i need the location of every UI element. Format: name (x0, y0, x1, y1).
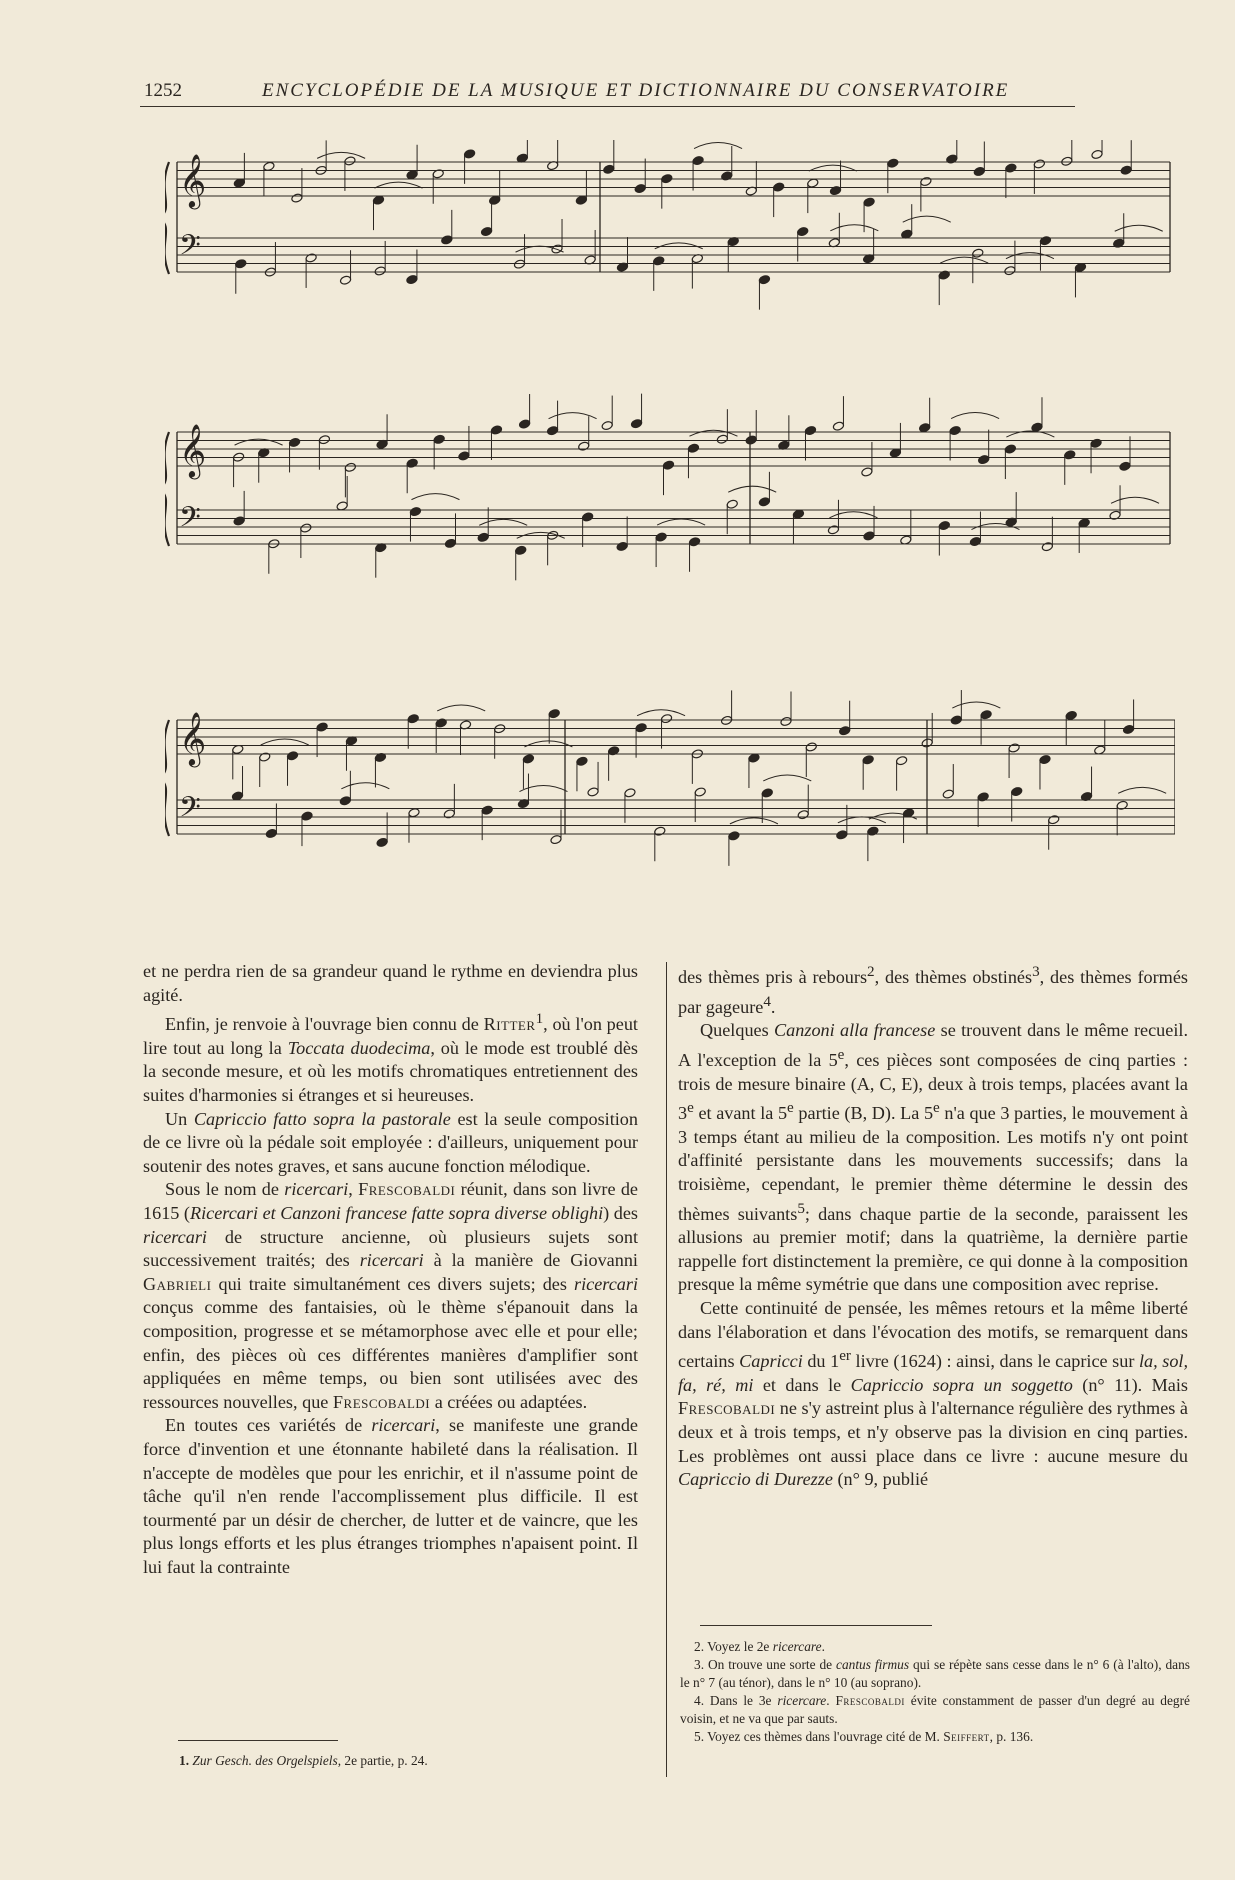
paragraph: et ne perdra rien de sa grandeur quand le rythme en deviendra plus agité. (143, 961, 638, 1005)
note (1119, 461, 1131, 471)
note (1033, 159, 1045, 169)
music-score (165, 140, 1175, 910)
note (433, 434, 445, 444)
score-systems (165, 140, 1175, 866)
note (372, 195, 384, 205)
note (1011, 786, 1023, 796)
note (978, 454, 990, 464)
right-column (678, 960, 1188, 1492)
note (972, 248, 984, 258)
page-number: 1252 (144, 80, 182, 101)
note (687, 443, 699, 453)
note (1048, 815, 1060, 825)
note (949, 425, 961, 435)
note (973, 166, 985, 176)
note (836, 830, 848, 840)
note (805, 742, 817, 752)
note (938, 520, 950, 530)
note (942, 789, 954, 799)
paragraph: Enfin, je renvoie à l'ouvrage bien connu de Ritter$^1$, où l'on peut lire tout au long la Toccata duodecima, où le mode est troublé dès la seconde mesure, et où les motifs chromatiques entretiennent des suites d'harmonies si étranges et si heureuses. (143, 1010, 638, 1106)
note (829, 185, 841, 195)
svg-text:𝄢: 𝄢 (179, 501, 201, 541)
note (780, 716, 792, 726)
note (344, 156, 356, 166)
score-system (165, 394, 1170, 581)
note (1039, 236, 1051, 246)
note (575, 195, 587, 205)
note (1008, 743, 1020, 753)
note (655, 532, 667, 542)
note (887, 158, 899, 168)
note (288, 437, 300, 447)
note (513, 259, 525, 269)
note (616, 541, 628, 551)
note (489, 195, 501, 205)
note (406, 170, 418, 180)
note (726, 499, 738, 509)
paragraph: En toutes ces variétés de ricercari, se manifeste une grande force d'invention et une étonnante habileté dans la réalisation. Il n'accepte de modèles que pour les enrichir, et il n'assume point de tâche qu'il n'en rende l'accomplissement plus difficile. Il est tourmenté par un désir de chercher, de lutter et de vaincre, que les plus longs efforts et les plus étranges triomphes n'apaisent point. Il lui faut la contrainte (143, 1415, 639, 1577)
note (1004, 444, 1016, 454)
left-column (143, 960, 638, 1580)
note (969, 536, 981, 546)
note (265, 828, 277, 838)
note (634, 183, 646, 193)
note (477, 532, 489, 542)
svg-text:𝄞: 𝄞 (179, 423, 207, 477)
note (1122, 724, 1134, 734)
paragraph: Cette continuité de pensée, les mêmes retours et la même liberté dans l'élaboration et dans l'évocation des motifs, se remarquent dans certains Capricci du 1er livre (1624) : ainsi, dans le caprice sur la, sol, fa, ré, mi et dans le Capriccio sopra un soggetto (n° 11). Mais Frescobaldi ne s'y astreint plus à l'alternance régulière des rythmes à deux et à trois temps, et n'y observe pas la division en cinq parties. Les problèmes ont aussi place dans ce livre : aucune mesure du Capriccio di Durezze (n° 9, publié (678, 1298, 1189, 1490)
note (490, 425, 502, 435)
note (758, 275, 770, 285)
note (745, 435, 757, 445)
footnote-rule (700, 1625, 932, 1626)
svg-text:𝄢: 𝄢 (179, 791, 201, 831)
note (235, 259, 247, 269)
note (662, 460, 674, 470)
note (444, 538, 456, 548)
note (863, 531, 875, 541)
note (233, 516, 245, 526)
paragraph: Un Capriccio fatto sopra la pastorale est la seule composition de ce livre où la pédale soit employée : d'ailleurs, uniquement pour soutenir des notes graves, et sans aucune fonction mélodique. (143, 1108, 638, 1176)
note (839, 726, 851, 736)
note (660, 713, 672, 723)
note (603, 164, 615, 174)
note (1005, 163, 1017, 173)
note (721, 171, 733, 181)
note (692, 155, 704, 165)
footnote-5: 5. Voyez ces thèmes dans l'ouvrage cité de M. Seiffert, p. 136. (694, 1729, 1034, 1744)
note (518, 419, 530, 429)
note (635, 723, 647, 733)
note (1004, 265, 1016, 275)
note (300, 523, 312, 533)
note (376, 837, 388, 847)
note (578, 441, 590, 451)
note (1090, 438, 1102, 448)
paragraph: Sous le nom de ricercari, Frescobaldi réunit, dans son livre de 1615 (Ricercari et Canzoni francese fatte sopra diverse oblighi) des ricercari de structure ancienne, où plusieurs sujets sont successivement traités; des ricercari à la manière de Giovanni Gabrieli qui traite simultanément ces divers sujets; des ricercari conçus comme des fantaisies, où le thème s'épanouit dans la composition, progresse et se métamorphose avec elle et pour elle; enfin, des pièces où ces différentes manières d'amplifier sont appliquées en même temps, ou bien sont utilisées avec des ressources nouvelles, que Frescobaldi a créées ou adaptées. (143, 1179, 639, 1412)
note (1061, 156, 1073, 166)
note (694, 787, 706, 797)
note (291, 193, 303, 203)
note (977, 792, 989, 802)
note (480, 226, 492, 236)
note (946, 154, 958, 164)
note (408, 808, 420, 818)
note (339, 796, 351, 806)
column-divider (666, 962, 667, 1777)
note (980, 710, 992, 720)
note (576, 756, 588, 766)
svg-text:𝄞: 𝄞 (179, 711, 207, 765)
note (481, 805, 493, 815)
footnotes-right (680, 1638, 1190, 1746)
note (862, 755, 874, 765)
note (305, 253, 317, 263)
note (406, 458, 418, 468)
note (761, 788, 773, 798)
note (797, 226, 809, 236)
note (458, 451, 470, 461)
footnote-2: 2. Voyez le 2e ricercare. (694, 1639, 825, 1654)
note (409, 506, 421, 516)
note (716, 434, 728, 444)
note (827, 525, 839, 535)
note (344, 462, 356, 472)
note (728, 831, 740, 841)
note (653, 256, 665, 266)
footnote-4: 4. Dans le 3e ricercare. Frescobaldi évite constamment de passer d'un degré au degré voisin, et ne va que par sauts. (680, 1693, 1190, 1726)
note (688, 537, 700, 547)
note (654, 826, 666, 836)
svg-text:𝄞: 𝄞 (179, 153, 207, 207)
note (374, 266, 386, 276)
running-title: ENCYCLOPÉDIE DE LA MUSIQUE ET DICTIONNAIRE DU CONSERVATOIRE (262, 80, 1010, 101)
note (407, 714, 419, 724)
score-system (165, 140, 1170, 310)
footnote-3: 3. On trouve une sorte de cantus firmus qui se répète sans cesse dans le n° 6 (à l'alto), dans le n° 7 (au ténor), dans le n° 10 (au soprano). (680, 1657, 1190, 1690)
note (832, 421, 844, 431)
note (895, 755, 907, 765)
note (406, 274, 418, 284)
paragraph: Quelques Canzoni alla francese se trouvent dans le même recueil. A l'exception de la 5e, ces pièces sont composées de cinq parties : trois de mesure binaire (A, C, E), deux à trois temps, placées avant la 3e et avant la 5e partie (B, D). La 5e n'a que 3 parties, le mouvement à 3 temps étant au milieu de la composition. Les motifs n'y ont point d'affinité persistante dans les mouvements successifs; dans la troisième, cependant, le premier thème détermine le dessin des thèmes suivants$^5$; dans chaque partie de la seconde, paraissent les allusions au premier motif; dans la quatrième, la dernière partie rappelle fort distinctement la première, ce qui donne à la composition presque la même symétrie que dans une composition avec reprise. (678, 1020, 1189, 1295)
svg-text:𝄢: 𝄢 (179, 229, 201, 269)
note (661, 173, 673, 183)
note (919, 423, 931, 433)
note (950, 715, 962, 725)
note (1065, 710, 1077, 720)
note (546, 425, 558, 435)
note (548, 708, 560, 718)
note (773, 182, 785, 192)
note (441, 235, 453, 245)
note (797, 809, 809, 819)
note (550, 834, 562, 844)
note (435, 718, 447, 728)
note (861, 467, 873, 477)
note (1064, 450, 1076, 460)
note (259, 752, 271, 762)
note (920, 176, 932, 186)
note (1120, 165, 1132, 175)
running-header (140, 78, 1075, 107)
note (601, 420, 613, 430)
note (1041, 542, 1053, 552)
footnote-rule (178, 1740, 338, 1741)
note (938, 270, 950, 280)
note (804, 425, 816, 435)
note (301, 811, 313, 821)
note (758, 497, 770, 507)
note (630, 418, 642, 428)
note (587, 787, 599, 797)
note (867, 826, 879, 836)
note (582, 512, 594, 522)
note (339, 275, 351, 285)
note (1091, 149, 1103, 159)
footnote-1: 1. Zur Gesch. des Orgelspiels, 2e partie, p. 24. (179, 1753, 428, 1768)
note (1039, 754, 1051, 764)
note (318, 435, 330, 445)
note (515, 545, 527, 555)
note (624, 788, 636, 798)
note (863, 197, 875, 207)
note (522, 754, 534, 764)
note (316, 722, 328, 732)
note (286, 751, 298, 761)
score-system (165, 690, 1175, 866)
paragraph: des thèmes pris à rebours$^2$, des thèmes obstinés$^3$, des thèmes formés par gageure$^4$. (678, 963, 1188, 1017)
note (463, 149, 475, 159)
footnotes-left (165, 1752, 655, 1770)
